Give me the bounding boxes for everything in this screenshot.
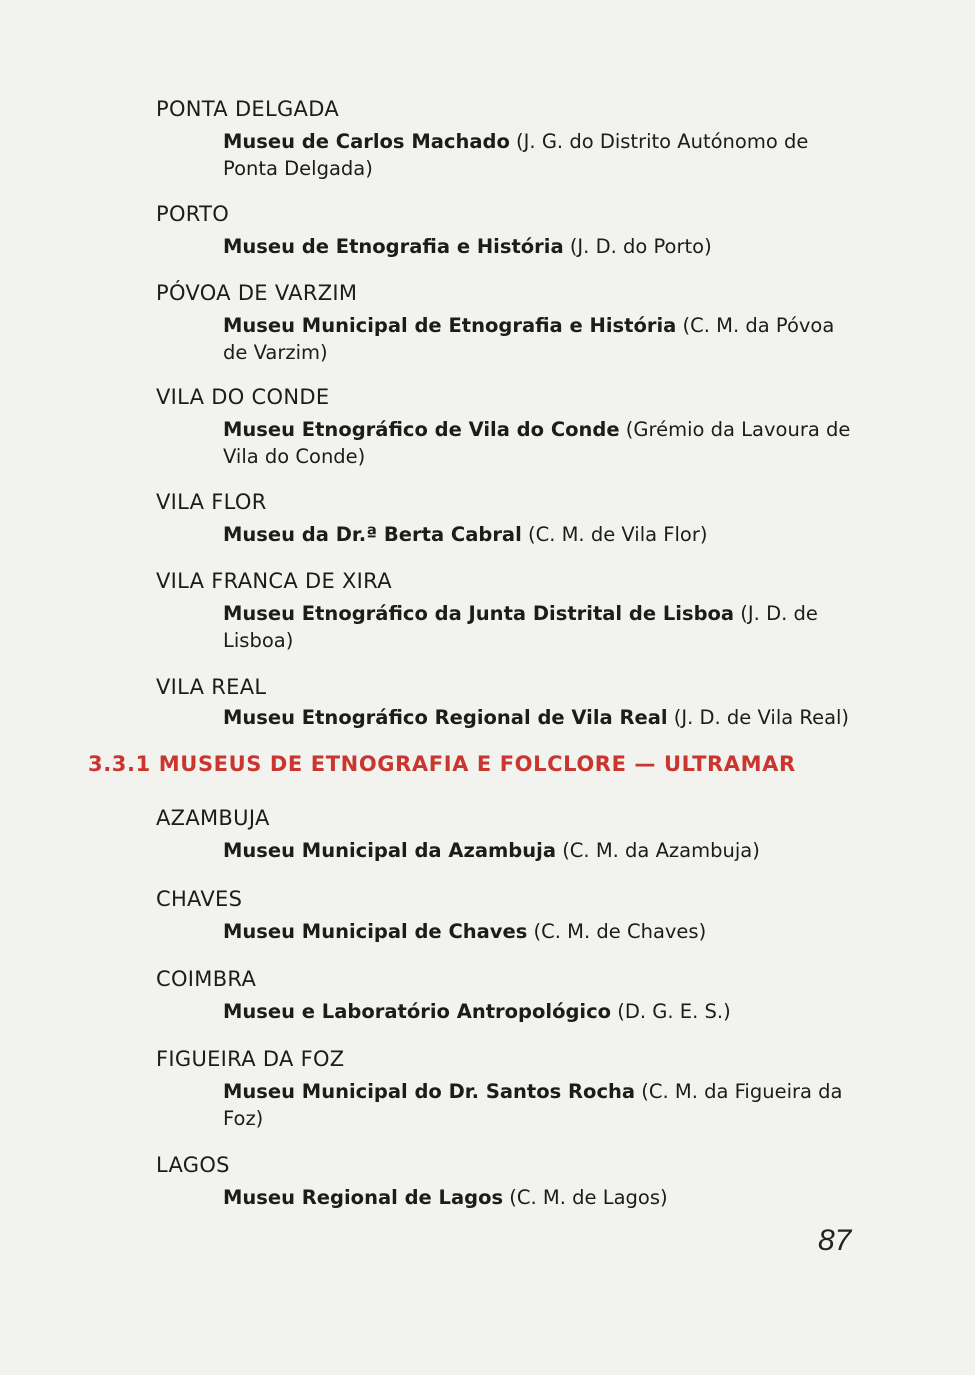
museum-name: Museu de Etnografia e História [223,235,564,258]
section-heading [88,752,858,776]
museum-description [223,128,855,182]
place-name: VILA FRANCA DE XIRA [156,569,392,593]
museum-owner: (J. D. de Lisboa) [223,602,818,652]
place-name: AZAMBUJA [156,806,270,830]
entry-povoa-de-varzim [156,280,856,366]
museum-description [223,600,855,654]
museum-owner: (C. M. de Vila Flor) [521,523,708,546]
page-number: 87 [818,1224,852,1257]
section-number: 3.3.1 [88,752,151,776]
museum-name: Museu Etnográfico da Junta Distrital de Lisboa [223,602,735,625]
museum-description [223,416,855,470]
museum-name: Museu Municipal do Dr. Santos Rocha [223,1080,636,1103]
museum-owner: (C. M. da Azambuja) [556,839,760,862]
place-name: LAGOS [156,1153,230,1177]
museum-name: Museu Etnográfico Regional de Vila Real [223,706,668,729]
museum-owner: (J. D. do Porto) [563,235,712,258]
place-name: PÓVOA DE VARZIM [156,281,358,305]
museum-description [223,233,855,260]
museum-name: Museu de Carlos Machado [223,130,510,153]
entry-vila-do-conde [156,384,856,470]
entry-vila-flor [156,489,856,548]
place-name: VILA FLOR [156,490,267,514]
museum-name: Museu Municipal da Azambuja [223,839,556,862]
place-name: FIGUEIRA DA FOZ [156,1047,345,1071]
place-name: COIMBRA [156,967,257,991]
museum-name: Museu da Dr.ª Berta Cabral [223,523,522,546]
entry-lagos [156,1152,856,1211]
museum-owner: (J. G. do Distrito Autónomo de Ponta Delgada) [223,130,809,180]
entry-porto [156,201,856,260]
museum-owner: (C. M. de Lagos) [503,1186,668,1209]
museum-description [223,704,855,731]
entry-ponta-delgada [156,96,856,182]
place-name: PORTO [156,202,230,226]
entry-chaves [156,886,856,945]
museum-owner: (D. G. E. S.) [611,1000,731,1023]
museum-owner: (C. M. de Chaves) [527,920,707,943]
museum-owner: (C. M. da Póvoa de Varzim) [223,314,835,364]
museum-description [223,837,855,864]
museum-name: Museu Municipal de Chaves [223,920,528,943]
place-name: PONTA DELGADA [156,97,339,121]
museum-name: Museu Etnográfico de Vila do Conde [223,418,620,441]
entry-vila-franca-de-xira [156,568,856,654]
museum-description [223,998,855,1025]
museum-description [223,1078,855,1132]
museum-description [223,312,855,366]
entry-figueira-da-foz [156,1046,856,1132]
museum-owner: (J. D. de Vila Real) [667,706,850,729]
museum-description [223,918,855,945]
museum-name: Museu Municipal de Etnografia e História [223,314,677,337]
museum-owner: (C. M. da Figueira da Foz) [223,1080,843,1130]
museum-description [223,521,855,548]
entry-coimbra [156,966,856,1025]
place-name: VILA REAL [156,675,267,699]
section-title: MUSEUS DE ETNOGRAFIA E FOLCLORE — ULTRAMAR [158,752,796,776]
entry-azambuja [156,805,856,864]
museum-owner: (Grémio da Lavoura de Vila do Conde) [223,418,851,468]
place-name: VILA DO CONDE [156,385,330,409]
entry-vila-real [156,674,856,731]
museum-description [223,1184,855,1211]
place-name: CHAVES [156,887,243,911]
museum-name: Museu e Laboratório Antropológico [223,1000,612,1023]
museum-name: Museu Regional de Lagos [223,1186,504,1209]
